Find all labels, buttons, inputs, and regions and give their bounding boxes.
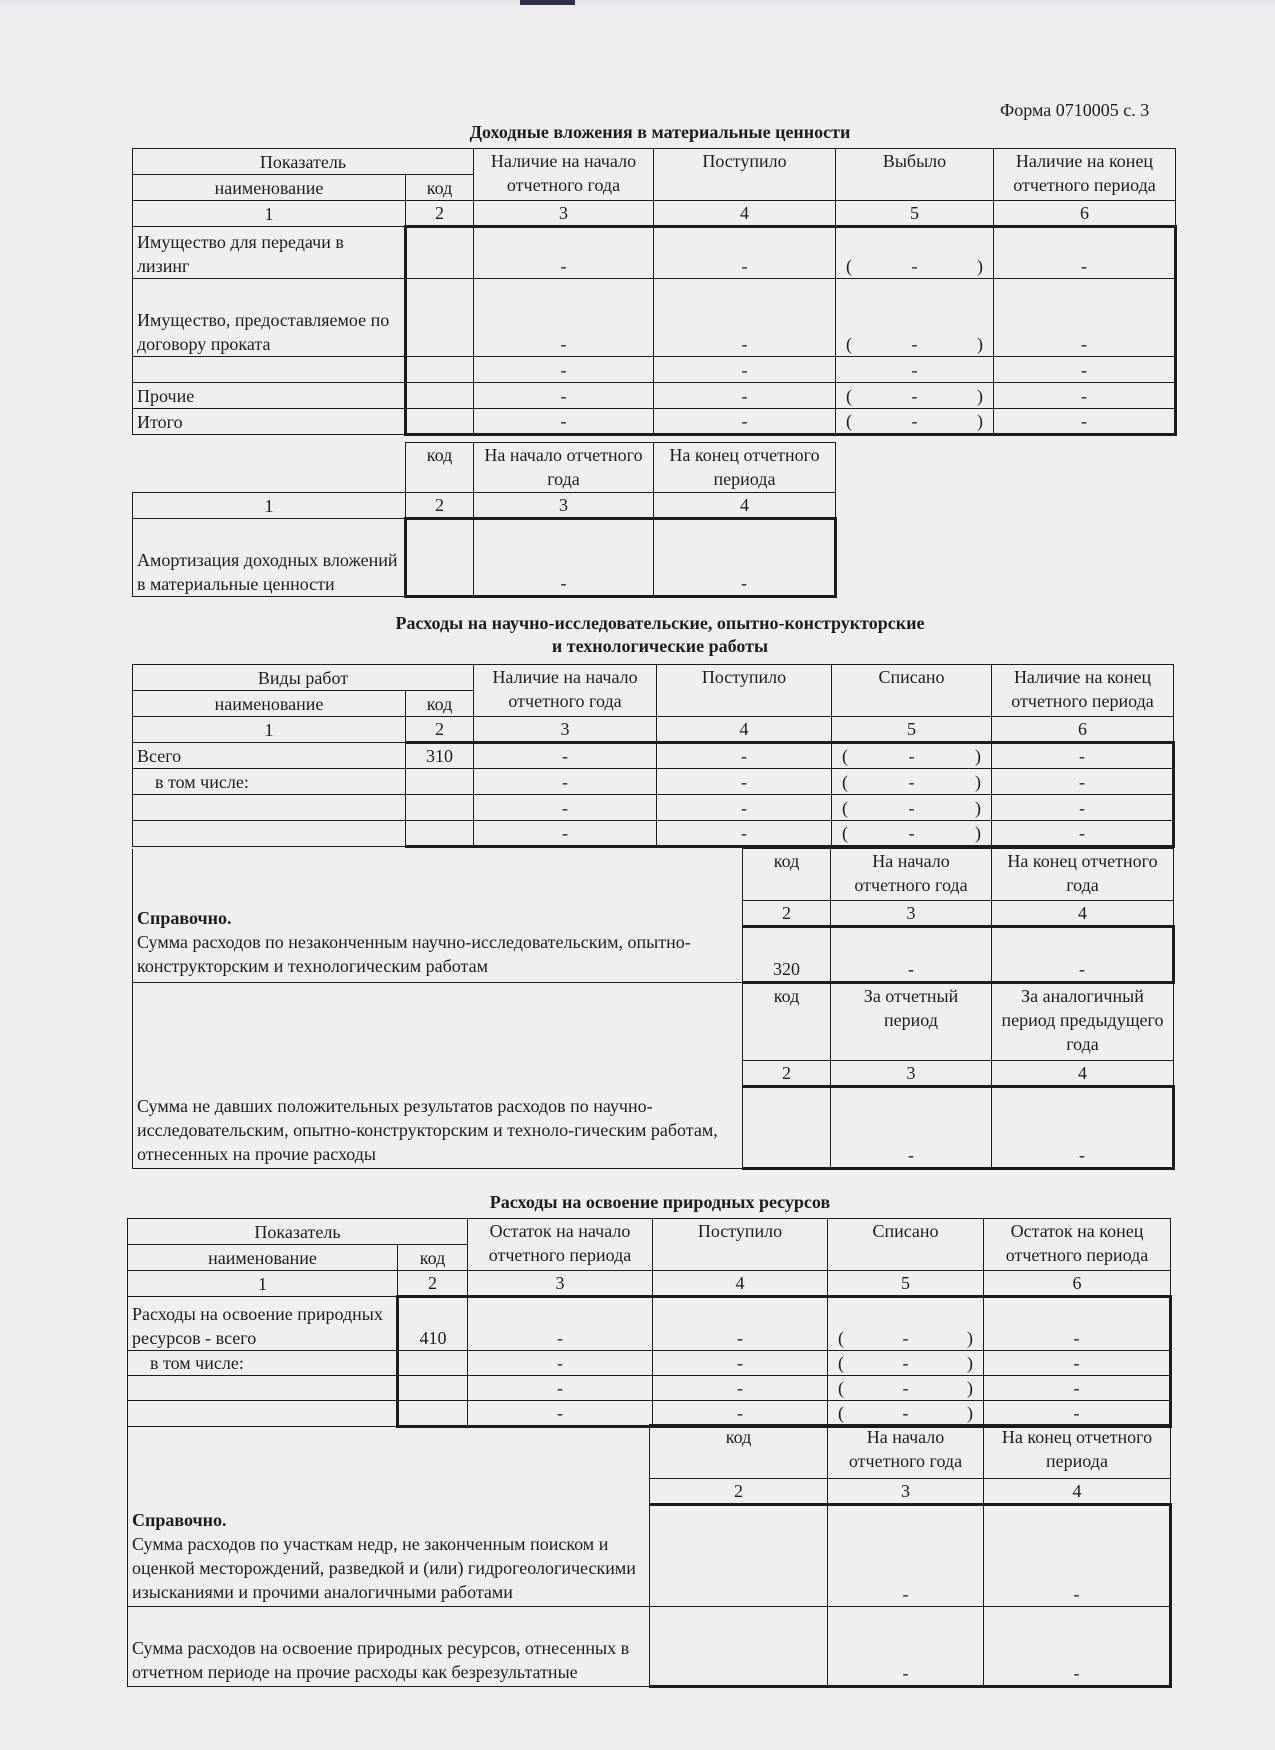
- col-number: 4: [653, 1271, 828, 1297]
- table-row-name: Расходы на освоение природных ресурсов - всего: [128, 1297, 398, 1351]
- col-number: 4: [654, 201, 836, 227]
- value-cell: -: [984, 1401, 1171, 1427]
- col-number: 2: [743, 901, 831, 927]
- reference2-text: Сумма не давших положительных результатов расходов по научно-исследовательским, опытно-конструкторским и техноло-гическим работам, отнесенных на прочие расходы: [137, 1096, 718, 1164]
- code-cell: [406, 227, 474, 279]
- value-cell: -: [994, 227, 1176, 279]
- reference1-cell: [133, 849, 743, 983]
- code-cell: [406, 795, 474, 821]
- value-cell: -: [654, 519, 836, 597]
- form-id: Форма 0710005 с. 3: [1000, 100, 1150, 120]
- col-number: 1: [128, 1271, 398, 1297]
- am-header-c3: На начало отчетного года: [474, 443, 654, 493]
- ref1-header-c4: На конец отчетного года: [992, 849, 1174, 901]
- value-cell: -: [654, 227, 836, 279]
- scan-edge: [0, 0, 1275, 8]
- value-cell-negative: ( - ): [828, 1376, 984, 1401]
- col-number: 4: [984, 1479, 1171, 1505]
- col-number: 4: [992, 1061, 1174, 1087]
- value-cell: -: [994, 409, 1176, 435]
- code-cell: [406, 409, 474, 435]
- value-cell-negative: ( - ): [836, 409, 994, 435]
- s3-header-group: Показатель: [128, 1219, 468, 1245]
- code-cell: [406, 357, 474, 383]
- value-cell-negative: ( - ): [836, 383, 994, 409]
- value-cell: -: [992, 743, 1174, 769]
- col-number: 3: [828, 1479, 984, 1505]
- ref2-header-c3: За отчетный период: [831, 983, 992, 1061]
- section1-amortization-table: [132, 442, 837, 598]
- value-cell: -: [653, 1376, 828, 1401]
- value-cell: -: [828, 1505, 984, 1607]
- col-number: 6: [994, 201, 1176, 227]
- s3-header-code: код: [398, 1245, 468, 1271]
- table-row-name: [128, 1376, 398, 1401]
- value-cell: -: [474, 795, 657, 821]
- value-cell: -: [474, 743, 657, 769]
- value-cell: -: [992, 821, 1174, 847]
- value-cell: -: [654, 357, 836, 383]
- value-cell: -: [984, 1376, 1171, 1401]
- ref3-header-c3: На начало отчетного года: [828, 1425, 984, 1479]
- s1-header-group: Показатель: [133, 149, 474, 175]
- col-number: 3: [474, 717, 657, 743]
- col-number: 1: [133, 717, 406, 743]
- col-number: 3: [831, 1061, 992, 1087]
- value-cell: -: [657, 769, 832, 795]
- value-cell: -: [992, 927, 1174, 983]
- ref2-header-c4: За аналогичный период предыдущего года: [992, 983, 1174, 1061]
- code-cell: 320: [743, 927, 831, 983]
- col-number: 2: [650, 1479, 828, 1505]
- s2-header-c5: Списано: [832, 665, 992, 717]
- value-cell: -: [474, 383, 654, 409]
- col-number: 4: [992, 901, 1174, 927]
- table-row-name: Всего: [133, 743, 406, 769]
- value-cell: -: [468, 1297, 653, 1351]
- col-number: 2: [406, 201, 474, 227]
- value-cell: -: [828, 1607, 984, 1687]
- reference1-text: Сумма расходов по незаконченным научно-исследовательским, опытно-конструкторским и технологическим работам: [137, 932, 691, 976]
- table-row-name: Имущество, предоставляемое по договору проката: [133, 279, 406, 357]
- table-row-name: Прочие: [133, 383, 406, 409]
- value-cell-negative: ( - ): [832, 743, 992, 769]
- s3-header-c6: Остаток на конец отчетного периода: [984, 1219, 1171, 1271]
- ref3-header-code: код: [650, 1425, 828, 1479]
- code-cell: [398, 1401, 468, 1427]
- am-header-c4: На конец отчетного периода: [654, 443, 836, 493]
- value-cell: -: [984, 1297, 1171, 1351]
- s1-header-code: код: [406, 175, 474, 201]
- col-number: 5: [836, 201, 994, 227]
- value-cell: -: [984, 1351, 1171, 1376]
- value-cell-negative: ( - ): [836, 279, 994, 357]
- value-cell: -: [653, 1401, 828, 1427]
- section1-table: [132, 148, 1177, 436]
- s1-header-c5: Выбыло: [836, 149, 994, 201]
- section1-title: Доходные вложения в материальные ценности: [469, 122, 851, 142]
- value-cell: -: [994, 279, 1176, 357]
- value-cell: -: [831, 1087, 992, 1169]
- value-cell: -: [994, 383, 1176, 409]
- code-cell: [650, 1505, 828, 1607]
- s2-header-c3: Наличие на начало отчетного года: [474, 665, 657, 717]
- value-cell-negative: ( - ): [832, 821, 992, 847]
- table-row-name: в том числе:: [128, 1351, 398, 1376]
- section2-title: [250, 612, 1070, 658]
- code-cell: [406, 279, 474, 357]
- value-cell: -: [657, 795, 832, 821]
- table-row-name: [133, 821, 406, 847]
- col-number: 5: [828, 1271, 984, 1297]
- value-cell-negative: ( - ): [828, 1351, 984, 1376]
- table-row-name: Имущество для передачи в лизинг: [133, 227, 406, 279]
- table-row-name: Амортизация доходных вложений в материальные ценности: [133, 519, 406, 597]
- value-cell: -: [984, 1505, 1171, 1607]
- s2-header-name: наименование: [133, 691, 406, 717]
- col-number: 4: [657, 717, 832, 743]
- code-cell: 410: [398, 1297, 468, 1351]
- section3-table: [127, 1218, 1172, 1428]
- reference3-row1-text: Сумма расходов по участкам недр, не законченным поиском и оценкой месторождений, разведкой и (или) гидрогеологическими изысканиями и прочими аналогичными работами: [132, 1534, 636, 1602]
- reference-label: Справочно.: [137, 908, 232, 928]
- reference2-cell: [133, 983, 743, 1169]
- s1-header-name: наименование: [133, 175, 406, 201]
- scan-mark: [520, 0, 575, 5]
- value-cell-negative: ( - ): [828, 1401, 984, 1427]
- value-cell: -: [654, 409, 836, 435]
- col-number: 2: [406, 493, 474, 519]
- s3-header-name: наименование: [128, 1245, 398, 1271]
- s2-header-c4: Поступило: [657, 665, 832, 717]
- reference-label: Справочно.: [132, 1510, 227, 1530]
- col-number: 2: [406, 717, 474, 743]
- value-cell-negative: ( - ): [832, 769, 992, 795]
- ref3-header-c4: На конец отчетного периода: [984, 1425, 1171, 1479]
- code-cell: [406, 821, 474, 847]
- table-row-name: [133, 357, 406, 383]
- value-cell: -: [653, 1297, 828, 1351]
- col-number: 3: [468, 1271, 653, 1297]
- s3-header-c4: Поступило: [653, 1219, 828, 1271]
- table-row-name: [128, 1401, 398, 1427]
- col-number: 2: [398, 1271, 468, 1297]
- col-number: 3: [474, 201, 654, 227]
- s1-header-c6: Наличие на конец отчетного периода: [994, 149, 1176, 201]
- value-cell: -: [474, 821, 657, 847]
- code-cell: 310: [406, 743, 474, 769]
- code-cell: [406, 769, 474, 795]
- s3-header-c5: Списано: [828, 1219, 984, 1271]
- value-cell: -: [831, 927, 992, 983]
- code-cell: [406, 519, 474, 597]
- table-row-name: в том числе:: [133, 769, 406, 795]
- value-cell-negative: ( - ): [828, 1297, 984, 1351]
- col-number: 5: [832, 717, 992, 743]
- col-number: 1: [133, 493, 406, 519]
- value-cell-negative: ( - ): [832, 795, 992, 821]
- value-cell: -: [984, 1607, 1171, 1687]
- value-cell: -: [657, 743, 832, 769]
- value-cell: -: [654, 279, 836, 357]
- value-cell: -: [474, 279, 654, 357]
- s2-header-code: код: [406, 691, 474, 717]
- table-row-name: [133, 795, 406, 821]
- ref1-header-c3: На начало отчетного года: [831, 849, 992, 901]
- value-cell: -: [654, 383, 836, 409]
- table-row-name: Итого: [133, 409, 406, 435]
- reference3-cell: [128, 1425, 650, 1607]
- section2-title-line2: и технологические работы: [551, 636, 769, 656]
- s2-header-group: Виды работ: [133, 665, 474, 691]
- section2-title-line1: Расходы на научно-исследовательские, опытно-конструкторские: [395, 613, 925, 633]
- s1-header-c3: Наличие на начало отчетного года: [474, 149, 654, 201]
- col-number: 6: [984, 1271, 1171, 1297]
- value-cell: -: [992, 1087, 1174, 1169]
- value-cell: -: [994, 357, 1176, 383]
- value-cell: -: [468, 1351, 653, 1376]
- code-cell: [743, 1087, 831, 1169]
- code-cell: [398, 1376, 468, 1401]
- col-number: 2: [743, 1061, 831, 1087]
- value-cell: -: [836, 357, 994, 383]
- ref1-header-code: код: [743, 849, 831, 901]
- am-header-code: код: [406, 443, 474, 493]
- code-cell: [650, 1607, 828, 1687]
- col-number: 3: [831, 901, 992, 927]
- ref2-header-code: код: [743, 983, 831, 1061]
- col-number: 6: [992, 717, 1174, 743]
- value-cell: -: [474, 357, 654, 383]
- section2-table: [132, 664, 1175, 848]
- value-cell: -: [468, 1376, 653, 1401]
- value-cell: -: [474, 227, 654, 279]
- value-cell: -: [992, 795, 1174, 821]
- col-number: 1: [133, 201, 406, 227]
- section3-title: Расходы на освоение природных ресурсов: [489, 1192, 831, 1212]
- reference3-row2-text: Сумма расходов на освоение природных ресурсов, отнесенных в отчетном периоде на прочие расходы как безрезультатные: [128, 1607, 650, 1687]
- s2-header-c6: Наличие на конец отчетного периода: [992, 665, 1174, 717]
- section2-reference-table: [132, 848, 1175, 1170]
- value-cell: -: [653, 1351, 828, 1376]
- col-number: 4: [654, 493, 836, 519]
- value-cell: -: [474, 519, 654, 597]
- value-cell: -: [474, 769, 657, 795]
- s3-header-c3: Остаток на начало отчетного периода: [468, 1219, 653, 1271]
- value-cell: -: [474, 409, 654, 435]
- value-cell-negative: ( - ): [836, 227, 994, 279]
- value-cell: -: [992, 769, 1174, 795]
- s1-header-c4: Поступило: [654, 149, 836, 201]
- col-number: 3: [474, 493, 654, 519]
- value-cell: -: [657, 821, 832, 847]
- code-cell: [398, 1351, 468, 1376]
- section3-reference-table: [127, 1424, 1172, 1688]
- value-cell: -: [468, 1401, 653, 1427]
- code-cell: [406, 383, 474, 409]
